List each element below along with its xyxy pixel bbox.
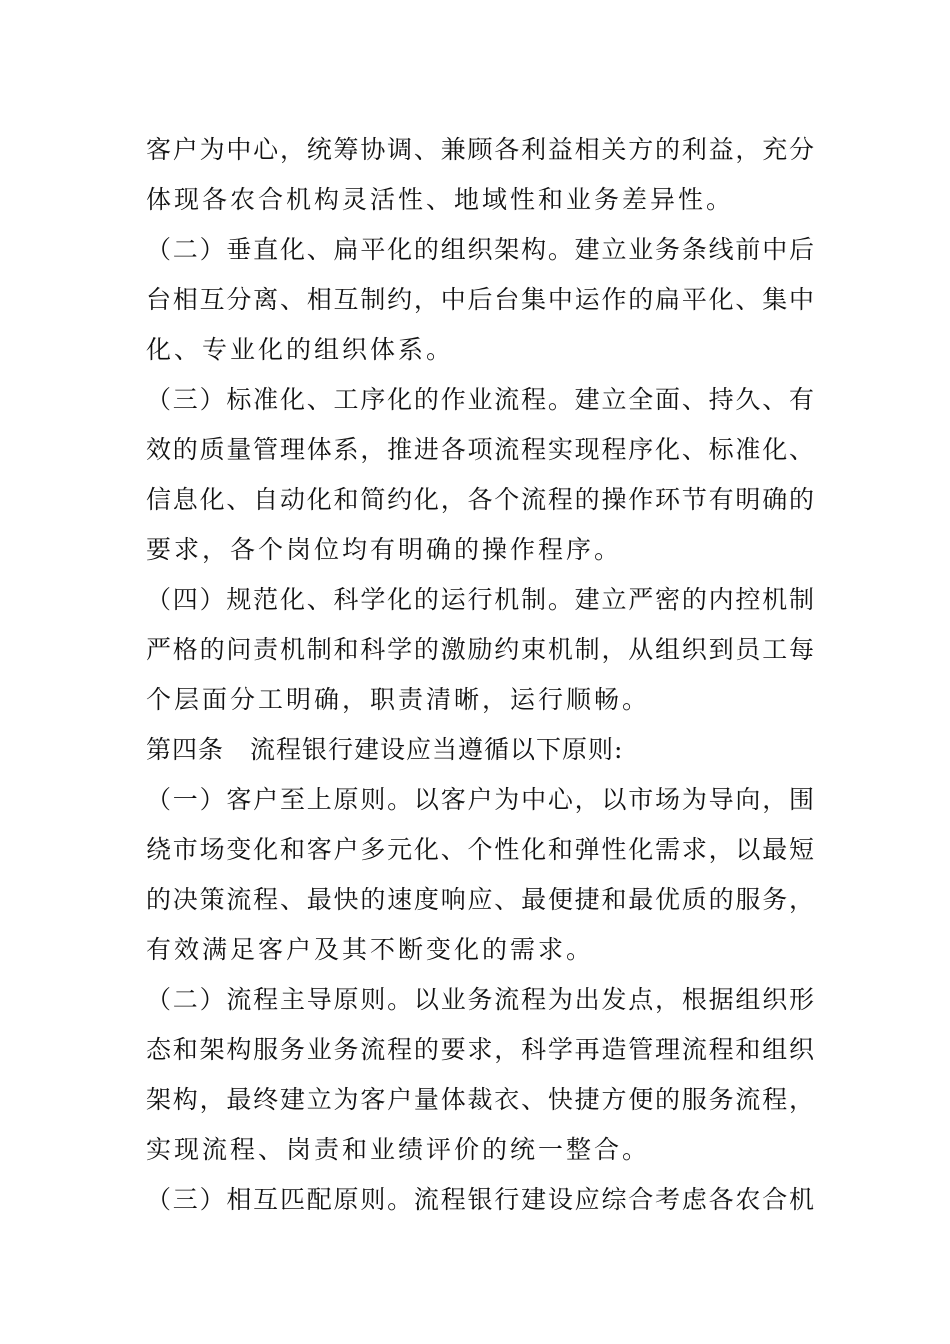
text-line: 实现流程、岗责和业绩评价的统一整合。 <box>146 1135 651 1164</box>
text-line: 体现各农合机构灵活性、地域性和业务差异性。 <box>146 185 735 214</box>
text-line: 个层面分工明确，职责清晰，运行顺畅。 <box>146 685 651 714</box>
text-line: 要求，各个岗位均有明确的操作程序。 <box>146 535 623 564</box>
text-line: （四）规范化、科学化的运行机制。建立严密的内控机制 <box>146 585 814 614</box>
text-line: （三）相互匹配原则。流程银行建设应综合考虑各农合机 <box>146 1185 814 1214</box>
text-line: 化、专业化的组织体系。 <box>146 335 455 364</box>
text-line: 台相互分离、相互制约，中后台集中运作的扁平化、集中 <box>146 285 814 314</box>
text-line: 态和架构服务业务流程的要求，科学再造管理流程和组织 <box>146 1035 814 1064</box>
text-line: （二）流程主导原则。以业务流程为出发点，根据组织形 <box>146 985 814 1014</box>
text-line: 架构，最终建立为客户量体裁衣、快捷方便的服务流程， <box>146 1085 814 1114</box>
text-line: 客户为中心，统筹协调、兼顾各利益相关方的利益，充分 <box>146 135 814 164</box>
text-line: 的决策流程、最快的速度响应、最便捷和最优质的服务， <box>146 885 814 914</box>
text-line: 效的质量管理体系，推进各项流程实现程序化、标准化、 <box>146 435 814 464</box>
article-heading: 第四条 流程银行建设应当遵循以下原则: <box>146 735 624 764</box>
text-line: （二）垂直化、扁平化的组织架构。建立业务条线前中后 <box>146 235 814 264</box>
document-body <box>146 125 814 1225</box>
text-line: （三）标准化、工序化的作业流程。建立全面、持久、有 <box>146 385 814 414</box>
text-line: 绕市场变化和客户多元化、个性化和弹性化需求，以最短 <box>146 835 814 864</box>
text-line: 信息化、自动化和简约化，各个流程的操作环节有明确的 <box>146 485 814 514</box>
text-line: 严格的问责机制和科学的激励约束机制，从组织到员工每 <box>146 635 814 664</box>
text-line: （一）客户至上原则。以客户为中心，以市场为导向，围 <box>146 785 814 814</box>
text-line: 有效满足客户及其不断变化的需求。 <box>146 935 595 964</box>
